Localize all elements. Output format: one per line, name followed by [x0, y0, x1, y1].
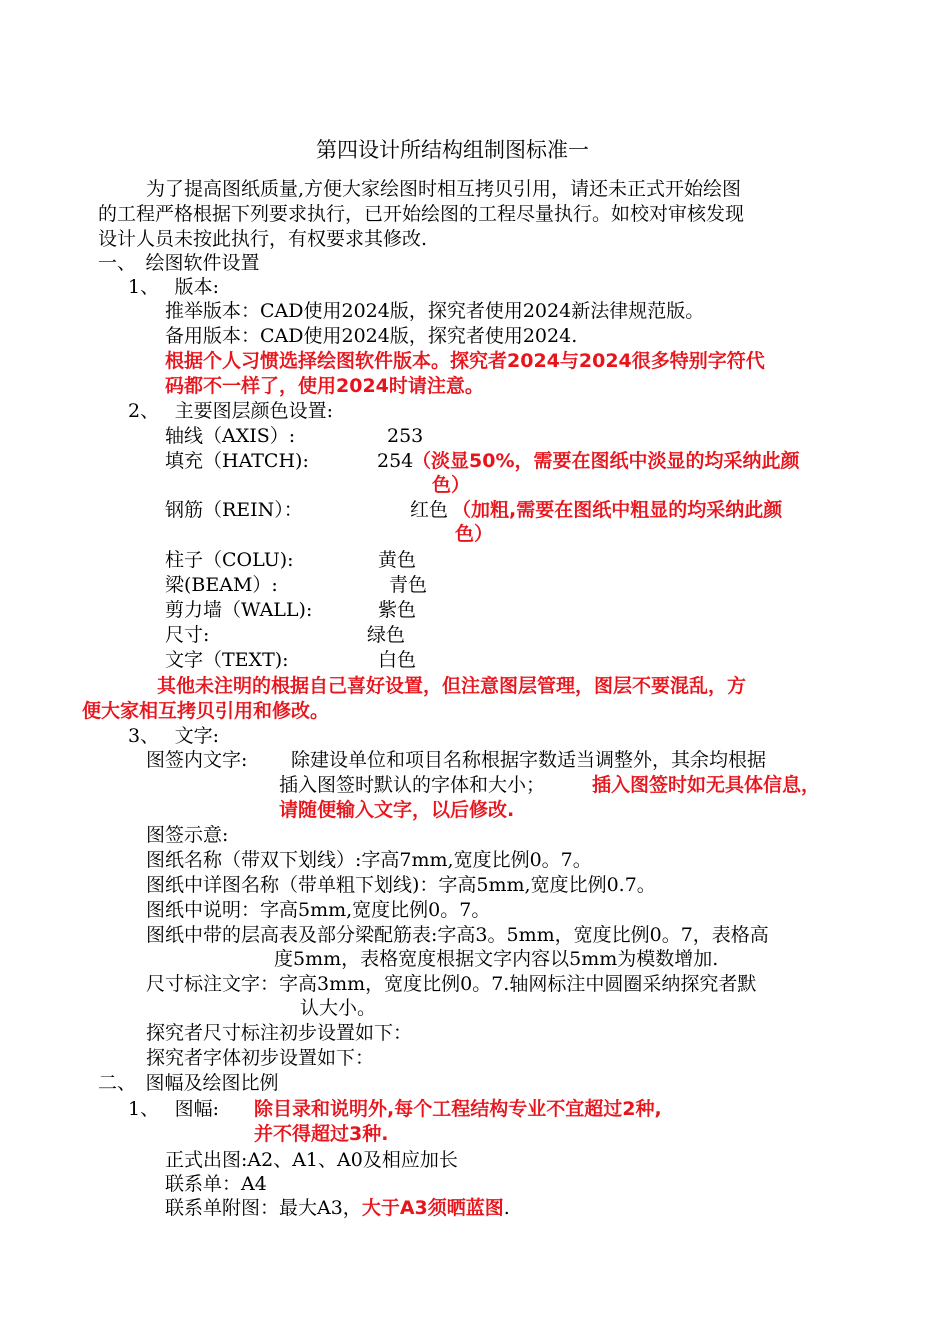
- dim-layer-label: 尺寸:: [165, 624, 210, 646]
- sig-demo: 图签示意:: [146, 824, 229, 846]
- rein-note-line-1: （加粗,需要在图纸中粗显的均采纳此颜: [452, 499, 783, 521]
- hatch-layer-label: 填充（HATCH):: [165, 450, 309, 472]
- layer-note-line-1: 其他未注明的根据自己喜好设置，但注意图层管理，图层不要混乱，方: [157, 675, 747, 697]
- dim-layer-value: 绿色: [367, 624, 406, 646]
- recommended-version: 推举版本：CAD使用2024版，探究者使用2024新法律规范版。: [165, 300, 705, 322]
- sig-text-line-2-red: 插入图签时如无具体信息，: [592, 774, 821, 796]
- sig-text-line-2: 插入图签时默认的字体和大小；: [279, 774, 546, 796]
- section-1-heading: 一、 绘图软件设置: [98, 252, 260, 274]
- layer-note-line-2: 便大家相互拷贝引用和修改。: [82, 700, 330, 722]
- intro-line-3: 设计人员未按此执行，有权要求其修改.: [98, 228, 428, 250]
- wall-layer-label: 剪力墙（WALL):: [165, 599, 313, 621]
- rein-layer-label: 钢筋（REIN）：: [165, 499, 303, 521]
- item-1-1-heading: 1、 版本:: [128, 276, 220, 298]
- rein-layer-value: 红色: [410, 499, 449, 521]
- sig-text-line-1: 除建设单位和项目名称根据字数适当调整外，其余均根据: [291, 749, 767, 771]
- font-setting-note: 探究者字体初步设置如下：: [146, 1047, 375, 1069]
- alternate-version: 备用版本：CAD使用2024版，探究者使用2024.: [165, 325, 578, 347]
- rule-drawing-name: 图纸名称（带双下划线）:字高7mm,宽度比例0。7。: [146, 849, 592, 871]
- rule-dims-line-1: 尺寸标注文字：字高3mm，宽度比例0。7.轴网标注中圆圈采纳探究者默: [146, 973, 757, 995]
- text-layer-label: 文字（TEXT):: [165, 649, 289, 671]
- version-note-line-2: 码都不一样了，使用2024时请注意。: [165, 375, 484, 397]
- text-layer-value: 白色: [378, 649, 417, 671]
- hatch-layer-value: 254: [377, 450, 414, 472]
- hatch-note-line-1: （淡显50%，需要在图纸中淡显的均采纳此颜: [412, 450, 800, 472]
- rule-tables-line-2: 度5mm，表格宽度根据文字内容以5mm为模数增加.: [274, 948, 719, 970]
- colu-layer-label: 柱子（COLU):: [165, 549, 294, 571]
- rein-note-line-2: 色）: [455, 523, 494, 545]
- item-2-1-heading: 1、 图幅:: [128, 1098, 220, 1120]
- colu-layer-value: 黄色: [378, 549, 417, 571]
- rule-notes: 图纸中说明：字高5mm,宽度比例0。7。: [146, 899, 491, 921]
- section-2-heading: 二、 图幅及绘图比例: [98, 1072, 279, 1094]
- item-1-2-heading: 2、 主要图层颜色设置:: [128, 400, 334, 422]
- sheet-note-line-1: 除目录和说明外,每个工程结构专业不宜超过2种,: [254, 1098, 662, 1120]
- intro-line-1: 为了提高图纸质量,方便大家绘图时相互拷贝引用，请还未正式开始绘图: [146, 178, 742, 200]
- contact-attachment-text: 联系单附图：最大A3，: [165, 1197, 362, 1219]
- intro-line-2: 的工程严格根据下列要求执行，已开始绘图的工程尽量执行。如校对审核发现: [98, 203, 745, 225]
- sig-text-label: 图签内文字:: [146, 749, 248, 771]
- rule-tables-line-1: 图纸中带的层高表及部分梁配筋表:字高3。5mm，宽度比例0。7，表格高: [146, 924, 769, 946]
- beam-layer-label: 梁(BEAM）:: [165, 574, 278, 596]
- version-note-line-1: 根据个人习惯选择绘图软件版本。探究者2024与2024很多特别字符代: [165, 350, 765, 372]
- axis-layer-label: 轴线（AXIS）:: [165, 425, 296, 447]
- formal-sheets: 正式出图:A2、A1、A0及相应加长: [165, 1149, 458, 1171]
- hatch-note-line-2: 色）: [432, 474, 471, 496]
- sig-text-line-3: 请随便输入文字，以后修改.: [279, 799, 515, 821]
- rule-detail-name: 图纸中详图名称（带单粗下划线)：字高5mm,宽度比例0.7。: [146, 874, 656, 896]
- beam-layer-value: 青色: [389, 574, 428, 596]
- contact-attachment-period: .: [503, 1197, 510, 1219]
- contact-attachment-red: 大于A3须晒蓝图: [361, 1197, 504, 1219]
- dim-setting-note: 探究者尺寸标注初步设置如下：: [146, 1022, 413, 1044]
- item-1-3-heading: 3、 文字:: [128, 725, 220, 747]
- rule-dims-line-2: 认大小。: [300, 997, 377, 1019]
- contact-sheet: 联系单：A4: [165, 1173, 267, 1195]
- contact-attachment: [165, 1196, 510, 1220]
- page-title: 第四设计所结构组制图标准一: [316, 138, 589, 162]
- sheet-note-line-2: 并不得超过3种.: [254, 1123, 389, 1145]
- axis-layer-value: 253: [387, 425, 424, 447]
- wall-layer-value: 紫色: [378, 599, 417, 621]
